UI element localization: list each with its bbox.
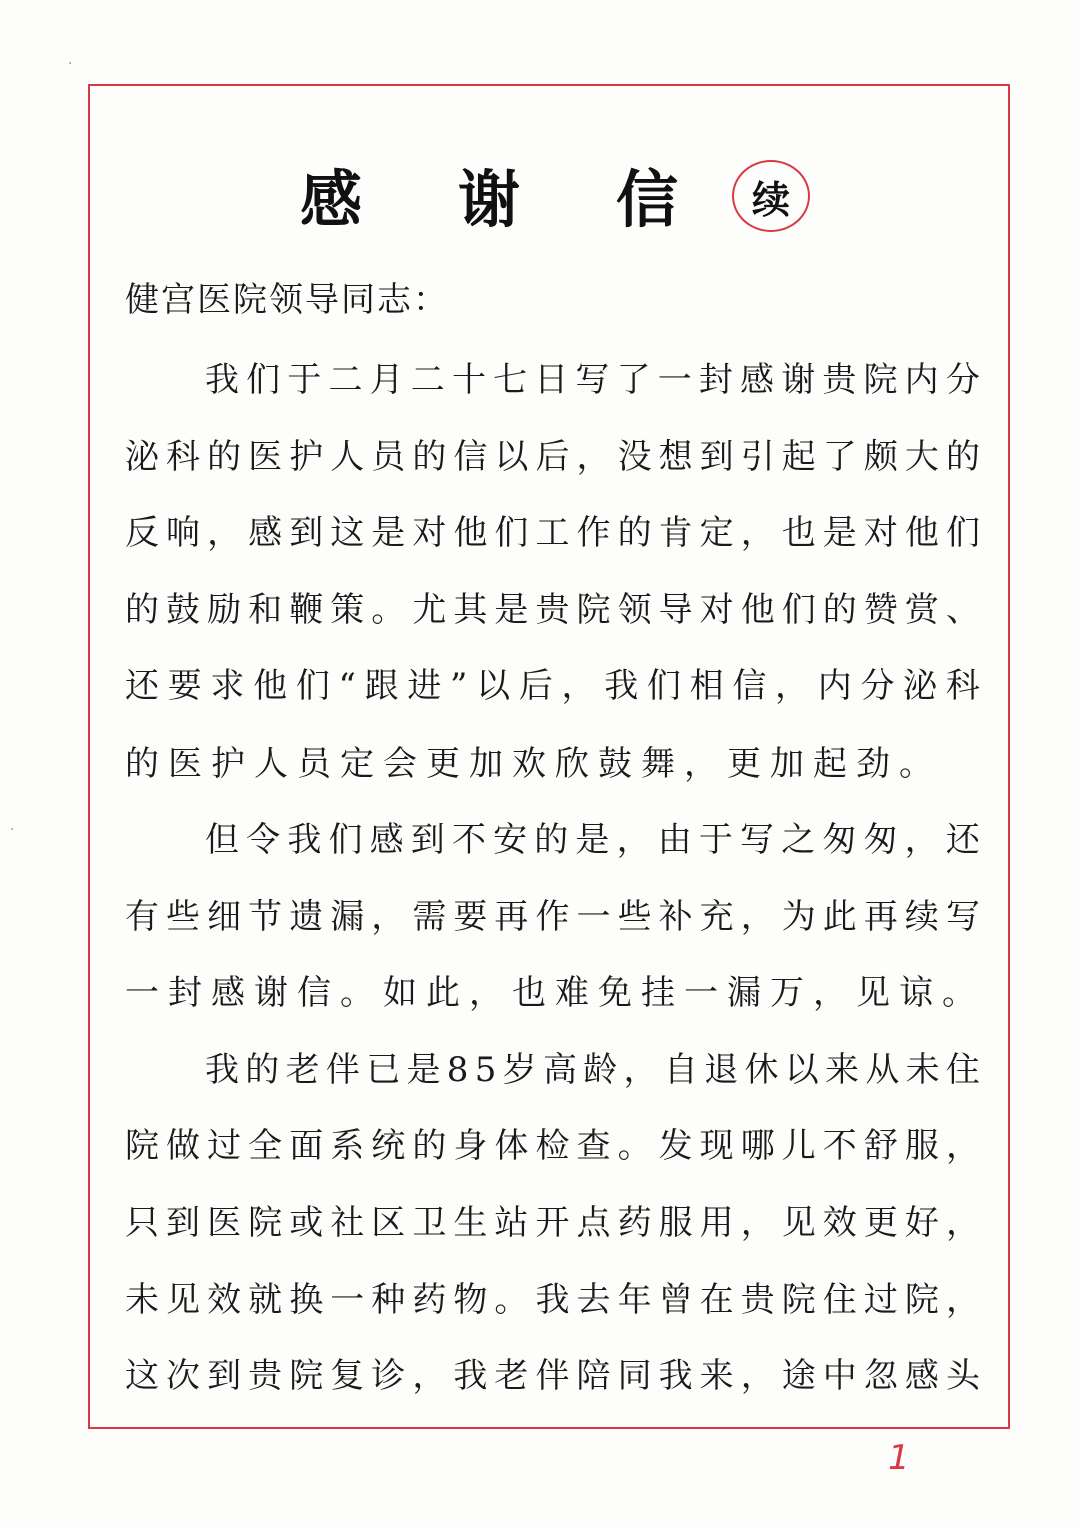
continued-seal: 续 bbox=[732, 160, 810, 232]
letter-line: 院 做 过 全 面 系 统 的 身 体 检 查 。 发 现 哪 儿 不 舒 服 ， bbox=[125, 1126, 980, 1166]
letter-line: 反 响 ， 感 到 这 是 对 他 们 工 作 的 肯 定 ， 也 是 对 他 们 bbox=[125, 513, 980, 553]
letter-line: 只 到 医 院 或 社 区 卫 生 站 开 点 药 服 用 ， 见 效 更 好 ， bbox=[125, 1203, 980, 1243]
letter-line: 的 鼓 励 和 鞭 策 。 尤 其 是 贵 院 领 导 对 他 们 的 赞 赏 、 bbox=[125, 590, 980, 630]
title-char-1: 感 bbox=[300, 163, 363, 236]
letter-line: 我 们 于 二 月 二 十 七 日 写 了 一 封 感 谢 贵 院 内 分 bbox=[205, 360, 980, 400]
margin-mark: · bbox=[68, 56, 73, 72]
letter-line: 未 见 效 就 换 一 种 药 物 。 我 去 年 曾 在 贵 院 住 过 院 ， bbox=[125, 1280, 980, 1320]
page-number: 1 bbox=[888, 1438, 910, 1478]
salutation: 健宫医院领导同志： bbox=[125, 280, 449, 320]
letter-line: 但 令 我 们 感 到 不 安 的 是 ， 由 于 写 之 匆 匆 ， 还 bbox=[205, 820, 980, 860]
letter-line: 这 次 到 贵 院 复 诊 ， 我 老 伴 陪 同 我 来 ， 途 中 忽 感 头 bbox=[125, 1356, 980, 1396]
letter-title bbox=[0, 160, 1080, 240]
letter-line: 泌 科 的 医 护 人 员 的 信 以 后 ， 没 想 到 引 起 了 颇 大 的 bbox=[125, 437, 980, 477]
title-char-2: 谢 bbox=[458, 163, 521, 236]
margin-mark: · bbox=[10, 822, 15, 838]
letter-line: 一封感谢信。如此，也难免挂一漏万，见谅。 bbox=[125, 973, 985, 1013]
letter-line: 有 些 细 节 遗 漏 ， 需 要 再 作 一 些 补 充 ， 为 此 再 续 写 bbox=[125, 897, 980, 937]
letter-line: 的医护人员定会更加欢欣鼓舞，更加起劲。 bbox=[125, 744, 942, 784]
letter-line: 还 要 求 他 们 “ 跟 进 ” 以 后 ， 我 们 相 信 ， 内 分 泌 科 bbox=[125, 666, 980, 706]
letter-line: 我 的 老 伴 已 是 8 5 岁 高 龄 ， 自 退 休 以 来 从 未 住 bbox=[205, 1050, 980, 1090]
title-char-3: 信 bbox=[616, 163, 679, 236]
